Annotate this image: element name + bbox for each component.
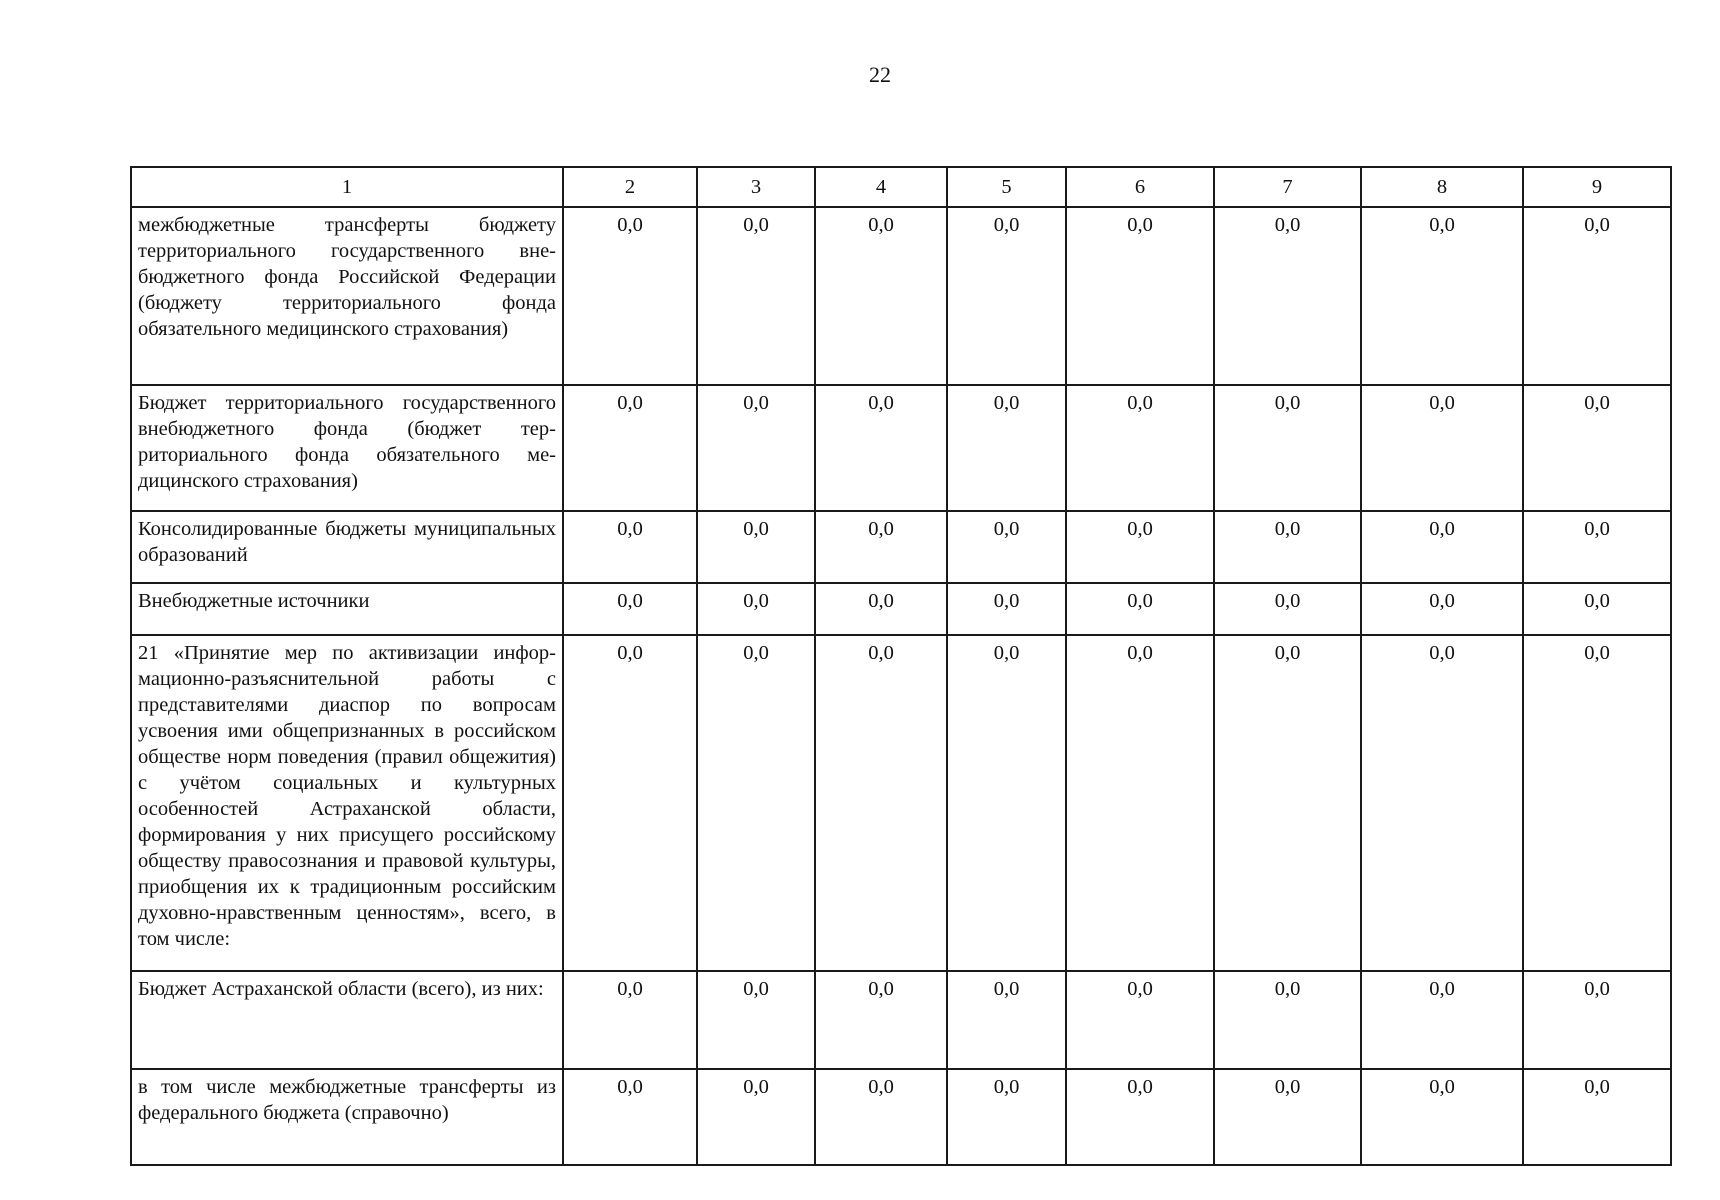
table-cell: 0,0	[1523, 583, 1671, 635]
table-cell: 0,0	[1066, 385, 1214, 511]
table-cell: 0,0	[563, 511, 697, 583]
table-cell: 0,0	[815, 207, 947, 385]
table-cell: 0,0	[1066, 971, 1214, 1069]
row-label: Бюджет территориального государственного внебюджетного фонда (бюджет территориального фонда обязательного медицинского страхования)	[131, 385, 563, 511]
table-row	[131, 1069, 1671, 1165]
column-header: 9	[1523, 167, 1671, 207]
column-header: 4	[815, 167, 947, 207]
column-header: 1	[131, 167, 563, 207]
table-cell: 0,0	[947, 511, 1066, 583]
table-cell: 0,0	[697, 207, 815, 385]
table-row	[131, 385, 1671, 511]
table-cell: 0,0	[1214, 583, 1361, 635]
column-header: 6	[1066, 167, 1214, 207]
table-cell: 0,0	[815, 385, 947, 511]
table-cell: 0,0	[1361, 385, 1523, 511]
table-cell: 0,0	[947, 635, 1066, 971]
table-cell: 0,0	[1361, 971, 1523, 1069]
table-row	[131, 971, 1671, 1069]
table-cell: 0,0	[1066, 1069, 1214, 1165]
table-cell: 0,0	[1214, 207, 1361, 385]
row-label: межбюджетные трансферты бюджету территориального государственного внебюджетного фонда Российской Федерации (бюджету территориального фонда обязательного медицинского страхования)	[131, 207, 563, 385]
table-cell: 0,0	[1066, 511, 1214, 583]
table-cell: 0,0	[947, 583, 1066, 635]
table-cell: 0,0	[1361, 1069, 1523, 1165]
table-cell: 0,0	[1523, 1069, 1671, 1165]
table-cell: 0,0	[563, 583, 697, 635]
column-header: 8	[1361, 167, 1523, 207]
table-cell: 0,0	[947, 971, 1066, 1069]
table-row	[131, 635, 1671, 971]
table-cell: 0,0	[697, 1069, 815, 1165]
table-cell: 0,0	[563, 635, 697, 971]
table-cell: 0,0	[1361, 511, 1523, 583]
table-cell: 0,0	[563, 385, 697, 511]
table-cell: 0,0	[1214, 971, 1361, 1069]
column-header: 2	[563, 167, 697, 207]
table-row	[131, 583, 1671, 635]
column-header: 5	[947, 167, 1066, 207]
table-row	[131, 511, 1671, 583]
row-label: 21 «Принятие мер по активизации информационно-разъяснительной работы с представителями диаспор по вопросам усвоения ими общепризнанных в российском обществе норм поведения (правил общежития) с учётом социальных и культурных особенностей Астраханской области, формирования у них присущего российскому обществу правосознания и правовой культуры, приобщения их к традиционным российским духовно-нравственным ценностям», всего, в том числе:	[131, 635, 563, 971]
table-cell: 0,0	[1523, 385, 1671, 511]
row-label: Бюджет Астраханской области (всего), из них:	[131, 971, 563, 1069]
table-cell: 0,0	[947, 207, 1066, 385]
table-cell: 0,0	[1523, 511, 1671, 583]
table-cell: 0,0	[815, 511, 947, 583]
table-cell: 0,0	[1214, 1069, 1361, 1165]
table-cell: 0,0	[697, 385, 815, 511]
page-number: 22	[869, 62, 891, 87]
table-cell: 0,0	[1214, 635, 1361, 971]
row-label: в том числе межбюджетные трансферты из федерального бюджета (справочно)	[131, 1069, 563, 1165]
table-cell: 0,0	[1066, 207, 1214, 385]
table-cell: 0,0	[563, 971, 697, 1069]
table-cell: 0,0	[1361, 583, 1523, 635]
table-cell: 0,0	[697, 583, 815, 635]
table-row	[131, 207, 1671, 385]
table-cell: 0,0	[563, 1069, 697, 1165]
table-cell: 0,0	[563, 207, 697, 385]
table-cell: 0,0	[815, 971, 947, 1069]
column-header: 3	[697, 167, 815, 207]
header-row	[131, 167, 1671, 207]
table-cell: 0,0	[947, 1069, 1066, 1165]
table-cell: 0,0	[815, 583, 947, 635]
table-cell: 0,0	[697, 635, 815, 971]
table-cell: 0,0	[1214, 511, 1361, 583]
budget-table	[130, 166, 1672, 1166]
table-cell: 0,0	[1523, 207, 1671, 385]
column-header: 7	[1214, 167, 1361, 207]
table-cell: 0,0	[1361, 635, 1523, 971]
table-cell: 0,0	[1066, 583, 1214, 635]
table-cell: 0,0	[947, 385, 1066, 511]
table-cell: 0,0	[1066, 635, 1214, 971]
table-cell: 0,0	[1523, 635, 1671, 971]
row-label: Внебюджетные источники	[131, 583, 563, 635]
row-label: Консолидированные бюджеты муниципальных образований	[131, 511, 563, 583]
table-cell: 0,0	[815, 1069, 947, 1165]
table-cell: 0,0	[1523, 971, 1671, 1069]
table-cell: 0,0	[697, 971, 815, 1069]
table-cell: 0,0	[815, 635, 947, 971]
table-cell: 0,0	[1361, 207, 1523, 385]
table-cell: 0,0	[697, 511, 815, 583]
table-cell: 0,0	[1214, 385, 1361, 511]
